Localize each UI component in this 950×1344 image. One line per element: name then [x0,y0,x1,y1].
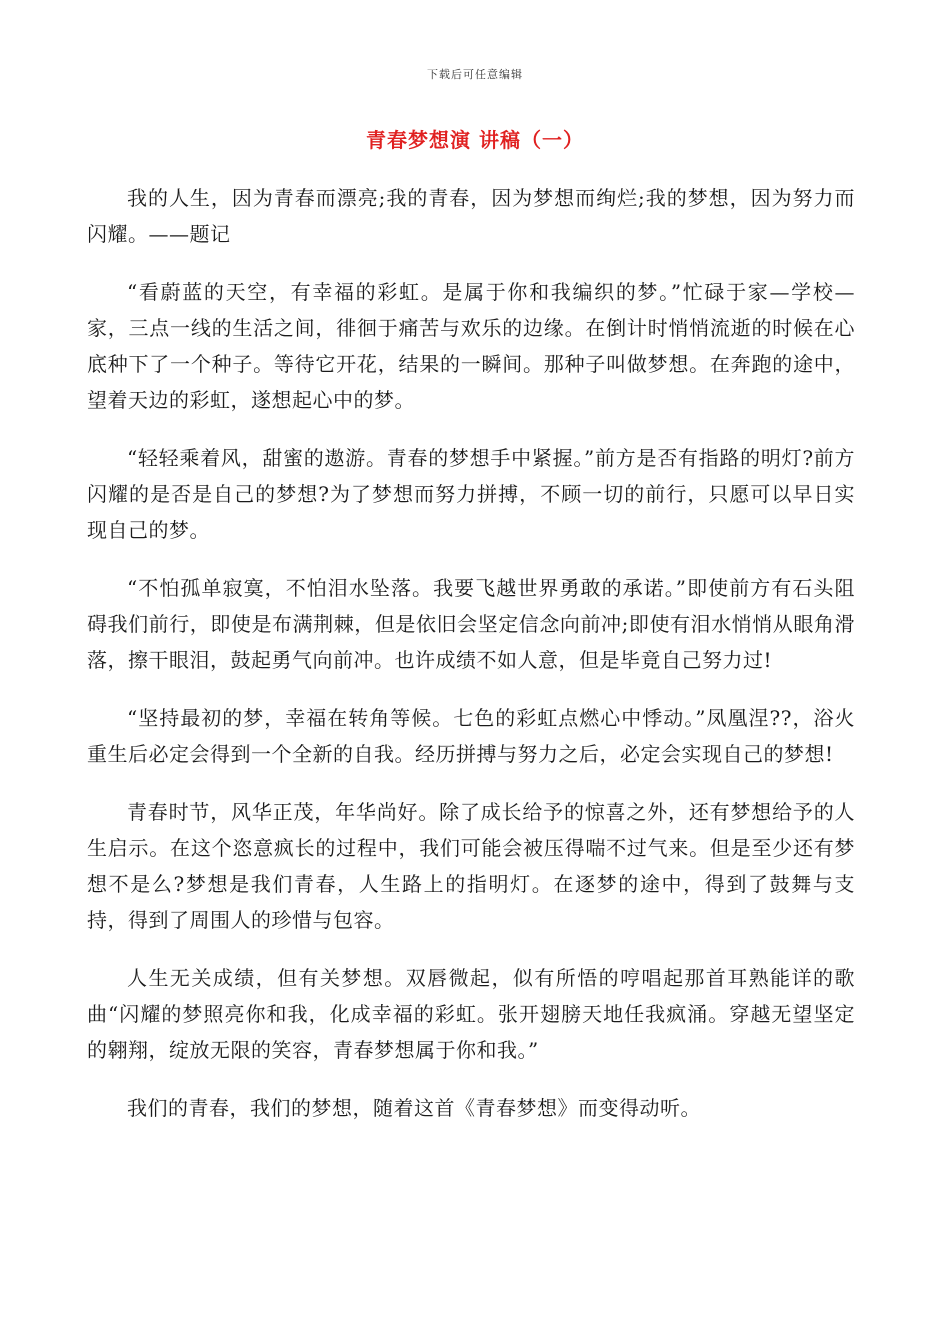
paragraph-8: 我们的青春，我们的梦想，随着这首《青春梦想》而变得动听。 [127,1096,701,1120]
paragraph-2: “看蔚蓝的天空，有幸福的彩虹。是属于你和我编织的梦。”忙碌于家—学校—家，三点一线的生活之间，徘徊于痛苦与欢乐的边缘。在倒计时悄悄流逝的时候在心底种下了一个种子。等待它开花，结果的一瞬间。那种子叫做梦想。在奔跑的途中，望着天边的彩虹，遂想起心中的梦。 [87,280,855,412]
header-note: 下载后可任意编辑 [427,68,523,81]
document-body [87,180,855,1148]
paragraph-1: 我的人生，因为青春而漂亮;我的青春，因为梦想而绚烂;我的梦想，因为努力而闪耀。——题记 [87,186,855,246]
paragraph-5: “坚持最初的梦，幸福在转角等候。七色的彩虹点燃心中悸动。”凤凰涅??，浴火重生后必定会得到一个全新的自我。经历拼搏与努力之后，必定会实现自己的梦想! [87,706,855,766]
paragraph-4: “不怕孤单寂寞，不怕泪水坠落。我要飞越世界勇敢的承诺。”即使前方有石头阻碍我们前行，即使是布满荆棘，但是依旧会坚定信念向前冲;即使有泪水悄悄从眼角滑落，擦干眼泪，鼓起勇气向前冲。也许成绩不如人意，但是毕竟自己努力过! [87,576,855,672]
paragraph-3: “轻轻乘着风，甜蜜的遨游。青春的梦想手中紧握。”前方是否有指路的明灯?前方闪耀的是否是自己的梦想?为了梦想而努力拼搏，不顾一切的前行，只愿可以早日实现自己的梦。 [87,446,855,542]
paragraph-7: 人生无关成绩，但有关梦想。双唇微起，似有所悟的哼唱起那首耳熟能详的歌曲“闪耀的梦照亮你和我，化成幸福的彩虹。张开翅膀天地任我疯涌。穿越无望坚定的翱翔，绽放无限的笑容，青春梦想属于你和我。” [87,966,855,1062]
paragraph-6: 青春时节，风华正茂，年华尚好。除了成长给予的惊喜之外，还有梦想给予的人生启示。在这个恣意疯长的过程中，我们可能会被压得喘不过气来。但是至少还有梦想不是么?梦想是我们青春，人生路上的指明灯。在逐梦的途中，得到了鼓舞与支持，得到了周围人的珍惜与包容。 [87,800,855,932]
document-title: 青春梦想演 讲稿（一） [366,128,584,152]
